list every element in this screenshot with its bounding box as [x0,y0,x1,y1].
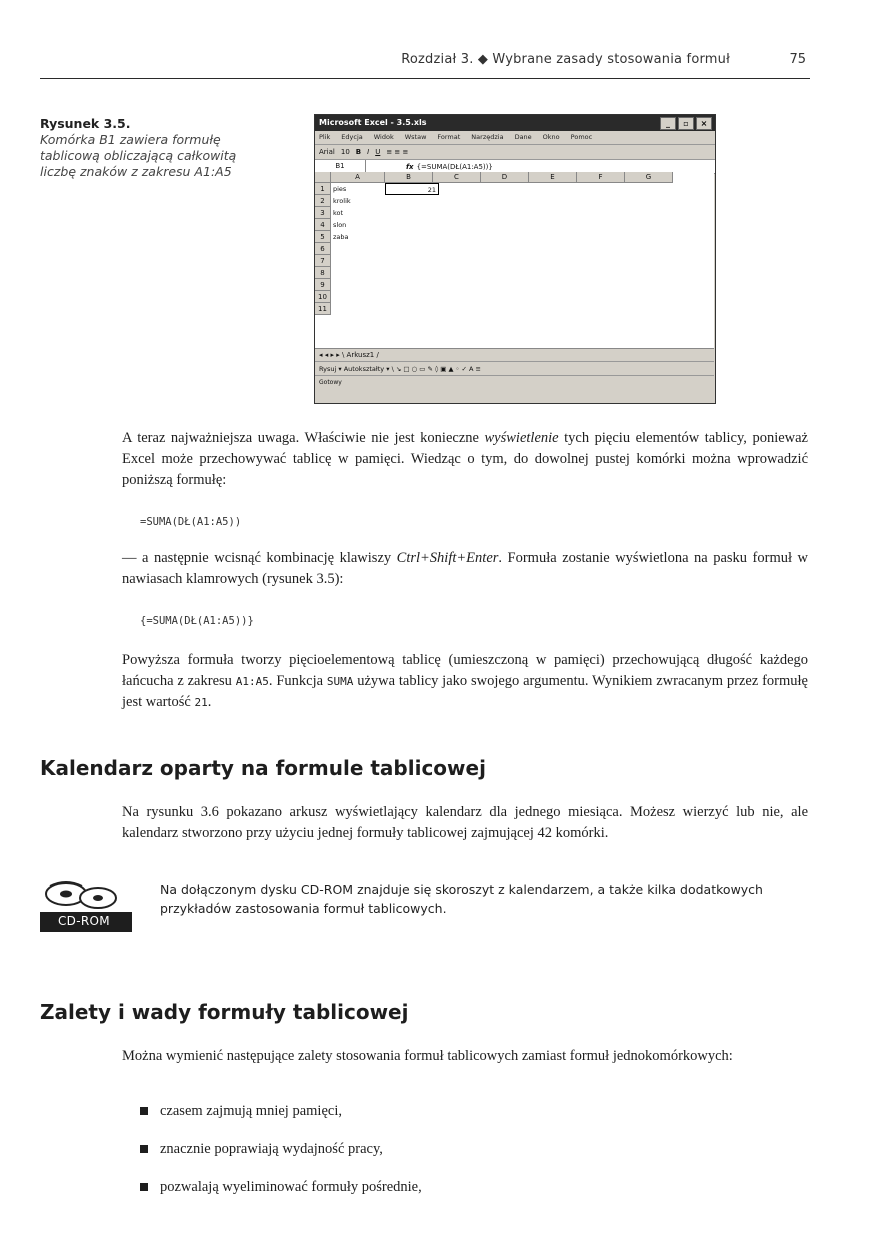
column-header: E [529,172,577,183]
cell-a4: slon [333,221,347,229]
list-item: czasem zajmują mniej pamięci, [140,1101,800,1121]
cell-b1: 21 [385,183,439,195]
cell-a3: kot [333,209,344,217]
excel-menu-item: Dane [514,133,532,141]
column-header: C [433,172,481,183]
section1-paragraph: Na rysunku 3.6 pokazano arkusz wyświetlający kalendarz dla jednego miesiąca. Możesz wierzyć lub nie, ale kalendarz stworzono przy użyciu jednej formuły tablicowej zajmującej 42 komórki. [122,804,808,841]
excel-menu-item: Okno [542,133,560,141]
p2-text-before: — a następnie wcisnąć kombinację klawiszy [122,550,397,566]
italic-icon: I [367,148,370,156]
p2-text-after: . Formuła zostanie wyświetlona na pasku formuł w nawiasach klamrowych (rysunek 3.5): [122,550,808,587]
column-header: A [331,172,385,183]
cell-a2: krolik [333,197,351,205]
column-header: G [625,172,673,183]
excel-menu-item: Wstaw [404,133,427,141]
section2-intro: Można wymienić następujące zalety stosowania formuł tablicowych zamiast formuł jednokomórkowych: [122,1048,733,1064]
window-controls [660,117,712,130]
p2-emphasis: Ctrl+Shift+Enter [396,550,499,566]
code-formula-1: =SUMA(DŁ(A1:A5)) [140,516,242,528]
section-heading-advantages: Zalety i wady formuły tablicowej [40,1000,409,1024]
close-icon: × [696,117,712,130]
row-header: 5 [315,231,331,243]
formula-content: {=SUMA(DŁ(A1:A5))} [416,162,493,171]
drawing-toolbar [315,361,714,375]
cell-a1: pies [333,185,347,193]
excel-window-title: Microsoft Excel - 3.5.xls [319,118,427,127]
p3-part4: . [207,694,212,710]
cd-rom-label: CD-ROM [58,914,110,928]
drawing-toolbar-label: Rysuj ▾ Autokształty ▾ [319,365,390,373]
sheet-nav-icon: ◂ ◂ ▸ ▸ \ [319,351,347,359]
p1-text-before: A teraz najważniejsza uwaga. Właściwie nie jest konieczne [122,430,485,446]
excel-menu-item: Format [437,133,461,141]
status-text: Gotowy [319,379,342,386]
grid-corner [315,172,331,183]
row-header: 4 [315,219,331,231]
figure-label: Rysunek 3.5. [40,116,131,131]
restore-icon: ▫ [678,117,694,130]
excel-menu-item: Widok [373,133,394,141]
page-number: 75 [789,52,806,67]
section-heading-calendar: Kalendarz oparty na formule tablicowej [40,756,486,780]
p3-result: 21 [194,696,208,709]
paragraph-1 [122,428,808,491]
cd-rom-note: Na dołączonym dysku CD-ROM znajduje się skoroszyt z kalendarzem, a także kilka dodatkowych przykładów zastosowania formuł tablicowych. [160,882,763,916]
excel-menu-item: Plik [319,133,331,141]
list-item: pozwalają wyeliminować formuły pośrednie, [140,1177,800,1197]
p3-part3: używa tablicy jako swojego argumentu. Wynikiem zwracanym przez formułę jest wartość [122,673,808,710]
fx-icon: fx [406,162,414,171]
row-header: 6 [315,243,331,255]
code-formula-2: {=SUMA(DŁ(A1:A5))} [140,615,254,627]
align-icon: ≡ ≡ ≡ [386,148,409,156]
row-header: 9 [315,279,331,291]
column-header: B [385,172,433,183]
paragraph-2 [122,548,808,590]
excel-grid [315,172,714,348]
font-size-box: 10 [340,148,350,156]
excel-title-bar [315,115,715,131]
row-header: 1 [315,183,331,195]
chapter-title: Rozdział 3. ◆ Wybrane zasady stosowania formuł [401,52,730,67]
paragraph-3 [122,650,808,713]
row-header: 11 [315,303,331,315]
column-header: D [481,172,529,183]
font-name-box: Arial [319,148,335,156]
row-header: 7 [315,255,331,267]
sheet-tab: Arkusz1 [346,351,375,359]
excel-menu-bar [315,131,715,145]
list-item: znacznie poprawiają wydajność pracy, [140,1139,800,1159]
shape-tools-icon: \ ↘ □ ○ ▭ ✎ ◊ ▣ ▲ ◦ ✓ A ≡ [391,365,481,373]
p3-part1: Powyższa formuła tworzy pięcioelementową tablicę (umieszczoną w pamięci) przechowującą długość każdego łańcucha z zakresu [122,652,808,689]
excel-screenshot [314,114,716,404]
bold-icon: B [355,148,362,156]
figure-caption-text: Komórka B1 zawiera formułę tablicową obliczającą całkowitą liczbę znaków z zakresu A1:A5 [40,132,237,179]
cell-a5: zaba [333,233,349,241]
p3-part2: . Funkcja [268,673,327,689]
advantages-list [140,1101,800,1215]
excel-toolbar [315,145,715,160]
p3-range: A1:A5 [235,675,269,688]
running-header [40,46,810,79]
p1-text-after: tych pięciu elementów tablicy, ponieważ Excel może przechowywać tablicę w pamięci. Wiedząc o tym, do dowolnej pustej komórki można wprowadzić poniższą formułę: [122,430,808,488]
row-header: 8 [315,267,331,279]
row-header: 3 [315,207,331,219]
minimize-icon: _ [660,117,676,130]
figure-caption [40,116,240,180]
p3-function: SUMA [326,675,354,688]
status-bar [315,375,714,389]
name-box: B1 [315,160,366,173]
row-header: 10 [315,291,331,303]
sheet-tabs: ◂ ◂ ▸ ▸ \ Arkusz1 / [315,348,714,361]
column-header: F [577,172,625,183]
excel-menu-item: Pomoc [570,133,593,141]
p1-emphasis: wyświetlenie [484,430,559,446]
excel-menu-item: Narzędzia [471,133,504,141]
row-header: 2 [315,195,331,207]
underline-icon: U [375,148,381,156]
excel-menu-item: Edycja [341,133,363,141]
